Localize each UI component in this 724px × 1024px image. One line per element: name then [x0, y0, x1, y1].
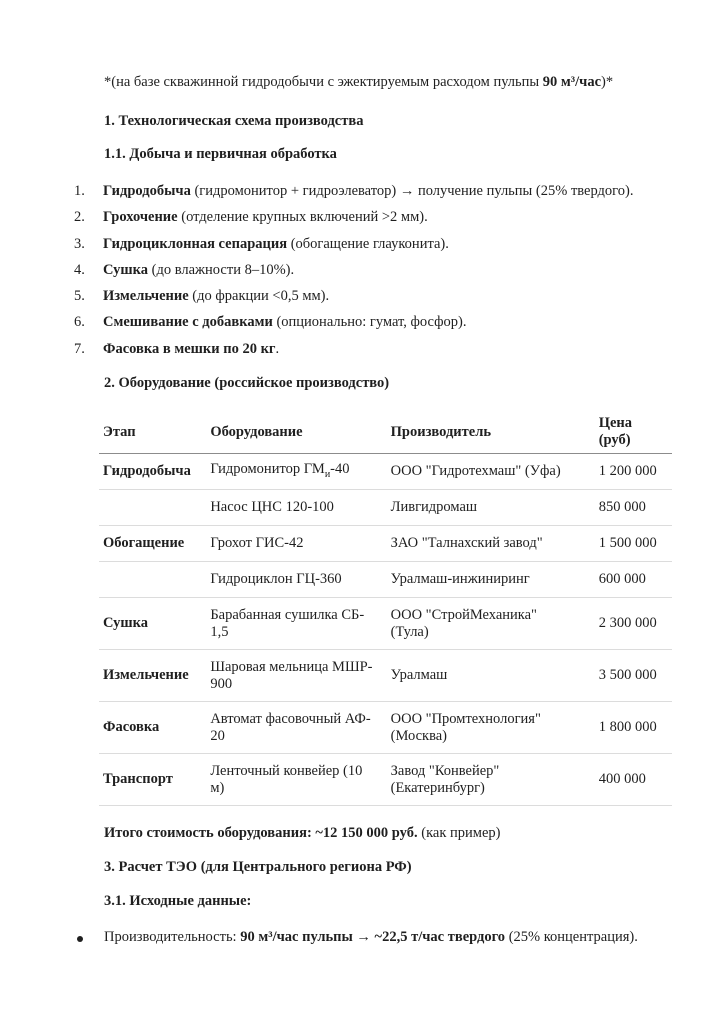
table-header-row [99, 411, 672, 454]
cell-maker: Ливгидромаш [387, 490, 595, 526]
cell-maker: ЗАО "Талнахский завод" [387, 526, 595, 562]
column-header-price [595, 411, 672, 454]
cell-price: 1 500 000 [595, 526, 672, 562]
cell-maker: Уралмаш-инжиниринг [387, 562, 595, 598]
cell-stage: Измельчение [99, 650, 206, 702]
bullet-dot-icon [77, 936, 83, 942]
intro-prefix: *(на базе скважинной гидродобычи с эжектируемым расходом пульпы [104, 74, 543, 90]
step-title: Фасовка в мешки по 20 кг [103, 340, 276, 357]
cell-equipment [206, 454, 386, 490]
cell-maker [387, 754, 595, 806]
maker-line2: (Москва) [390, 727, 447, 744]
cell-stage: Фасовка [99, 702, 206, 754]
table-row [99, 454, 672, 490]
list-number: 7. [74, 340, 85, 357]
step-description: (опционально: гумат, фосфор). [272, 314, 467, 331]
table-row [99, 490, 672, 526]
cell-price: 3 500 000 [595, 650, 672, 702]
equipment-name: Гидромонитор ГМ [210, 460, 325, 477]
cell-maker [387, 702, 595, 754]
table-row [99, 562, 672, 598]
equipment-line1: Ленточный конвейер (10 [210, 762, 363, 779]
equipment-line1: Автомат фасовочный АФ- [210, 710, 371, 727]
cell-price: 1 800 000 [595, 702, 672, 754]
cell-stage: Гидродобыча [99, 454, 206, 490]
cell-equipment: Грохот ГИС-42 [206, 526, 386, 562]
intro-line [104, 74, 613, 91]
step-description: . [275, 340, 280, 357]
table-row [99, 754, 672, 806]
step-title: Грохочение [103, 209, 178, 226]
cell-maker: Уралмаш [387, 650, 595, 702]
equipment-line2: 900 [210, 675, 233, 692]
equipment-line2: 20 [210, 727, 225, 744]
step-title: Смешивание с добавками [103, 314, 273, 331]
section-1-1-heading: 1.1. Добыча и первичная обработка [104, 146, 337, 162]
cell-equipment [206, 702, 386, 754]
list-item [74, 312, 674, 338]
section-1-heading: 1. Технологическая схема производства [104, 113, 364, 129]
productivity-suffix: (25% концентрация). [505, 929, 638, 945]
step-description: (гидромонитор + гидроэлеватор) → получение пульпы (25% твердого). [190, 183, 634, 199]
step-description: (обогащение глауконита). [287, 235, 449, 252]
table-row [99, 526, 672, 562]
intro-suffix: )* [601, 74, 614, 90]
list-number: 2. [74, 209, 85, 226]
equipment-line1: Барабанная сушилка СБ- [210, 606, 365, 623]
cell-equipment [206, 754, 386, 806]
productivity-line [104, 929, 638, 946]
list-item [74, 260, 674, 286]
productivity-value: 90 м³/час пульпы → ~22,5 т/час твердого [240, 929, 506, 945]
cell-price: 1 200 000 [595, 454, 672, 490]
maker-line2: (Тула) [390, 623, 429, 640]
step-title: Гидродобыча [103, 183, 191, 199]
total-cost-note: (как пример) [417, 825, 501, 841]
step-description: (до влажности 8–10%). [148, 261, 295, 278]
cell-equipment: Насос ЦНС 120-100 [206, 490, 386, 526]
productivity-prefix: Производительность: [104, 929, 241, 945]
cell-price: 850 000 [595, 490, 672, 526]
list-number: 6. [74, 314, 85, 331]
step-description: (отделение крупных включений >2 мм). [177, 209, 428, 226]
cell-price: 2 300 000 [595, 598, 672, 650]
column-header-stage: Этап [99, 411, 206, 454]
section-2-heading: 2. Оборудование (российское производство) [104, 375, 390, 391]
cell-maker: ООО "Гидротехмаш" (Уфа) [387, 454, 595, 490]
equipment-line1: Шаровая мельница МШР- [210, 658, 373, 675]
list-number: 1. [74, 183, 85, 199]
list-item [74, 339, 674, 365]
table-row [99, 650, 672, 702]
table-row [99, 598, 672, 650]
column-header-equipment: Оборудование [206, 411, 386, 454]
cell-stage: Обогащение [99, 526, 206, 562]
cell-price: 600 000 [595, 562, 672, 598]
section-3-1-heading: 3.1. Исходные данные: [104, 893, 252, 909]
list-item [74, 234, 674, 260]
step-description: (до фракции <0,5 мм). [188, 288, 330, 305]
total-cost-line [104, 825, 500, 842]
cell-equipment [206, 650, 386, 702]
equipment-subscript: и [324, 468, 331, 480]
step-title: Сушка [103, 261, 148, 278]
equipment-line2: м) [210, 779, 225, 796]
cell-price: 400 000 [595, 754, 672, 806]
total-cost-label: Итого стоимость оборудования: ~12 150 000 руб. [104, 825, 418, 841]
cell-stage [99, 562, 206, 598]
cell-equipment: Гидроциклон ГЦ-360 [206, 562, 386, 598]
list-number: 4. [74, 261, 85, 278]
price-header-line2: (руб) [598, 432, 631, 448]
list-number: 3. [74, 235, 85, 252]
process-steps-list [74, 181, 674, 365]
column-header-maker: Производитель [387, 411, 595, 454]
price-header-line1: Цена [598, 415, 633, 431]
maker-line1: ООО "СтройМеханика" [390, 606, 537, 623]
cell-equipment [206, 598, 386, 650]
equipment-tail: -40 [330, 460, 350, 477]
step-title: Измельчение [103, 288, 189, 305]
cell-stage [99, 490, 206, 526]
section-3-heading: 3. Расчет ТЭО (для Центрального региона РФ) [104, 859, 412, 875]
cell-stage: Транспорт [99, 754, 206, 806]
list-item [74, 207, 674, 233]
equipment-table [99, 411, 672, 806]
maker-line1: ООО "Промтехнология" [390, 710, 541, 727]
list-item [74, 286, 674, 312]
cell-maker [387, 598, 595, 650]
step-title: Гидроциклонная сепарация [103, 235, 288, 252]
list-item [74, 181, 674, 207]
maker-line1: Завод "Конвейер" [390, 762, 500, 779]
equipment-line2: 1,5 [210, 623, 229, 640]
list-number: 5. [74, 288, 85, 305]
cell-stage: Сушка [99, 598, 206, 650]
intro-flow: 90 м³/час [542, 74, 602, 90]
maker-line2: (Екатеринбург) [390, 779, 485, 796]
table-row [99, 702, 672, 754]
